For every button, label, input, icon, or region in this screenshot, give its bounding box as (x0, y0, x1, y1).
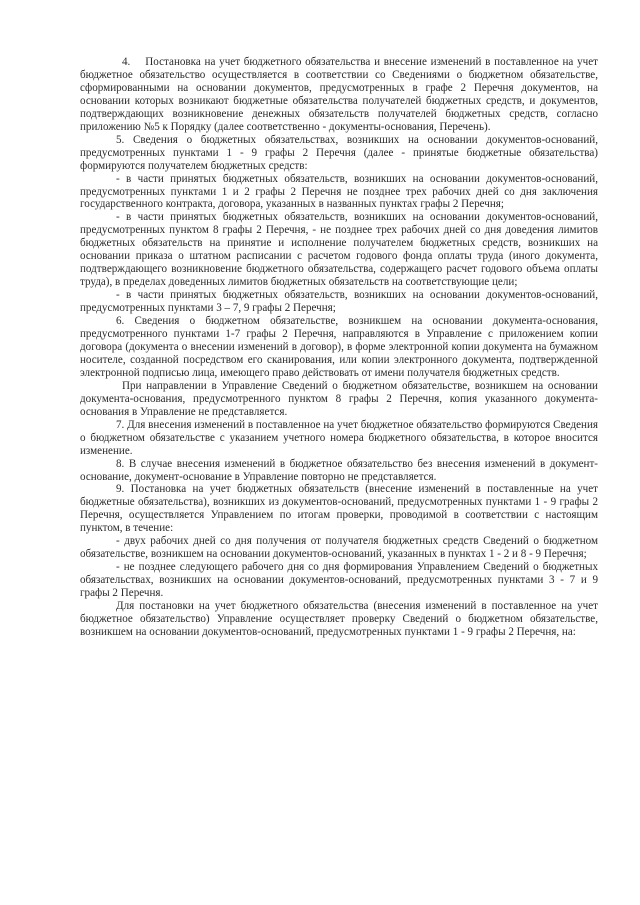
paragraph-5: 5. Сведения о бюджетных обязательствах, возникших на основании документов-оснований, предусмотренных пунктами 1 - 9 графы 2 Перечня (далее - принятые бюджетные обязательства) формируются получателем бюджетных средств: (80, 133, 598, 172)
paragraph-5-item-2: - в части принятых бюджетных обязательств, возникших на основании документов-оснований, предусмотренных пунктом 8 графы 2 Перечня, - не позднее трех рабочих дней со дня доведения лимитов бюджетных обязательств на принятие и исполнение получателем бюджетных средств, возникших на основании приказа о штатном расписании с расчетом годового фонда оплаты труда (иного документа, подтверждающего возникновение бюджетного обязательства, содержащего расчет годового объема оплаты труда), в пределах доведенных лимитов бюджетных обязательств на соответствующие цели; (80, 211, 598, 289)
paragraph-9-check: Для постановки на учет бюджетного обязательства (внесения изменений в поставленное на учет бюджетное обязательство) Управление осуществляет проверку Сведений о бюджетном обязательстве, возникшем на основании документов-оснований, предусмотренных пунктами 1 - 9 графы 2 Перечня, на: (80, 600, 598, 638)
paragraph-7: 7. Для внесения изменений в поставленное на учет бюджетное обязательство формируются Сведения о бюджетном обязательстве с указанием учетного номера бюджетного обязательства, в которое вносится изменение. (80, 418, 598, 457)
paragraph-5-item-3: - в части принятых бюджетных обязательств, возникших на основании документов-оснований, предусмотренных пунктами 3 – 7, 9 графы 2 Перечня; (80, 289, 598, 315)
paragraph-9: 9. Постановка на учет бюджетных обязательств (внесение изменений в поставленные на учет бюджетные обязательства), возникших из документов-оснований, предусмотренных пунктами 1 - 9 графы 2 Перечня, осуществляется Управлением по итогам проверки, проводимой в соответствии с настоящим пунктом, в течение: (80, 483, 598, 535)
paragraph-8: 8. В случае внесения изменений в бюджетное обязательство без внесения изменений в документ-основание, документ-основание в Управление повторно не представляется. (80, 457, 598, 483)
paragraph-9-item-2: - не позднее следующего рабочего дня со дня формирования Управлением Сведений о бюджетных обязательствах, возникших на основании документов-оснований, предусмотренных пунктами 3 - 7 и 9 графы 2 Перечня. (80, 561, 598, 600)
paragraph-6-note: При направлении в Управление Сведений о бюджетном обязательстве, возникшем на основании документа-основания, предусмотренного пунктом 8 графы 2 Перечня, копия указанного документа-основания в Управление не представляется. (80, 379, 598, 418)
paragraph-5-item-1: - в части принятых бюджетных обязательств, возникших на основании документов-оснований, предусмотренных пунктами 1 и 2 графы 2 Перечня не позднее трех рабочих дней со дня заключения государственного контракта, договора, указанных в названных пунктах графы 2 Перечня; (80, 172, 598, 211)
paragraph-4: 4. Постановка на учет бюджетного обязательства и внесение изменений в поставленное на учет бюджетное обязательство осуществляется в соответствии со Сведениями о бюджетном обязательстве, сформированными на основании документов, предусмотренных в графе 2 Перечня документов, на основании которых возникают бюджетные обязательства получателей бюджетных средств, и документов, подтверждающих возникновение денежных обязательств получателей бюджетных средств, согласно приложению №5 к Порядку (далее соответственно - документы-основания, Перечень). (80, 56, 598, 133)
paragraph-9-item-1: - двух рабочих дней со дня получения от получателя бюджетных средств Сведений о бюджетном обязательстве, возникшем на основании документов-оснований, указанных в пунктах 1 - 2 и 8 - 9 Перечня; (80, 535, 598, 561)
paragraph-6: 6. Сведения о бюджетном обязательстве, возникшем на основании документа-основания, предусмотренного пунктами 1-7 графы 2 Перечня, направляются в Управление с приложением копии договора (документа о внесении изменений в договор), в форме электронной копии документа на бумажном носителе, созданной посредством его сканирования, или копии электронного документа, подтвержденной электронной подписью лица, имеющего право действовать от имени получателя бюджетных средств. (80, 315, 598, 379)
